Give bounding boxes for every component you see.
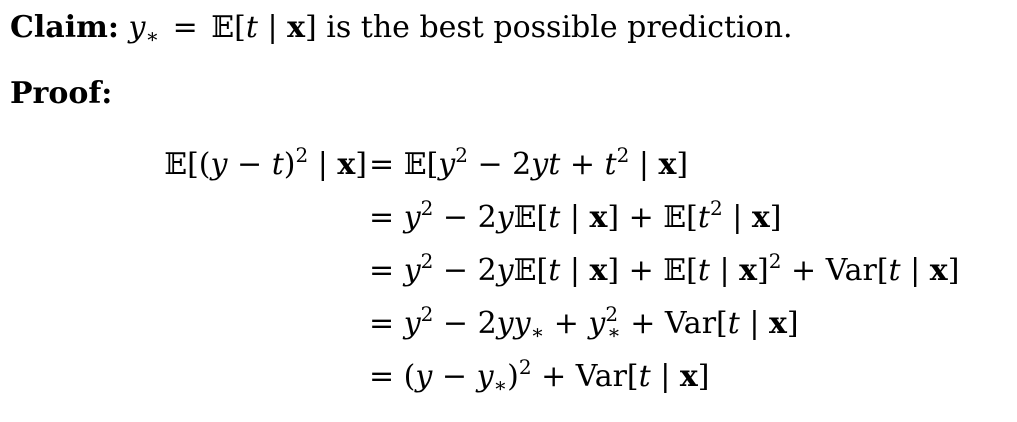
equation-row (0, 143, 1017, 187)
equation-row (0, 355, 1017, 399)
claim-formula: $y_∗$ = 𝔼[t | x] (128, 10, 327, 48)
equation-rhs: = $(y - y_∗)^2 + Var[t$ | x] (369, 355, 710, 397)
proof-label: Proof: (10, 76, 113, 111)
equation-lhs: 𝔼[(y − t)$^2$ | x] (164, 143, 367, 182)
equation-rhs: = $𝔼[y^2 - 2yt + t^2$ | x] (369, 143, 689, 182)
equation-rhs: = $y^2 - 2yy_∗ + y^2_∗ + Var[t$ | x] (369, 302, 799, 344)
claim-label: Claim: (10, 10, 119, 45)
equation-rhs: = $y^2$ − 2y𝔼[t | x] + 𝔼[t | x]$^2$ + Var[t | x] (369, 249, 960, 288)
claim-text: is the best possible prediction. (326, 10, 793, 45)
claim-line (10, 10, 793, 46)
equation-row (0, 196, 1017, 240)
equation-row (0, 249, 1017, 293)
equation-row (0, 302, 1017, 346)
equation-rhs: = $y^2$ − 2y𝔼[t | $x] + 𝔼[t^2$ | x] (369, 196, 782, 235)
